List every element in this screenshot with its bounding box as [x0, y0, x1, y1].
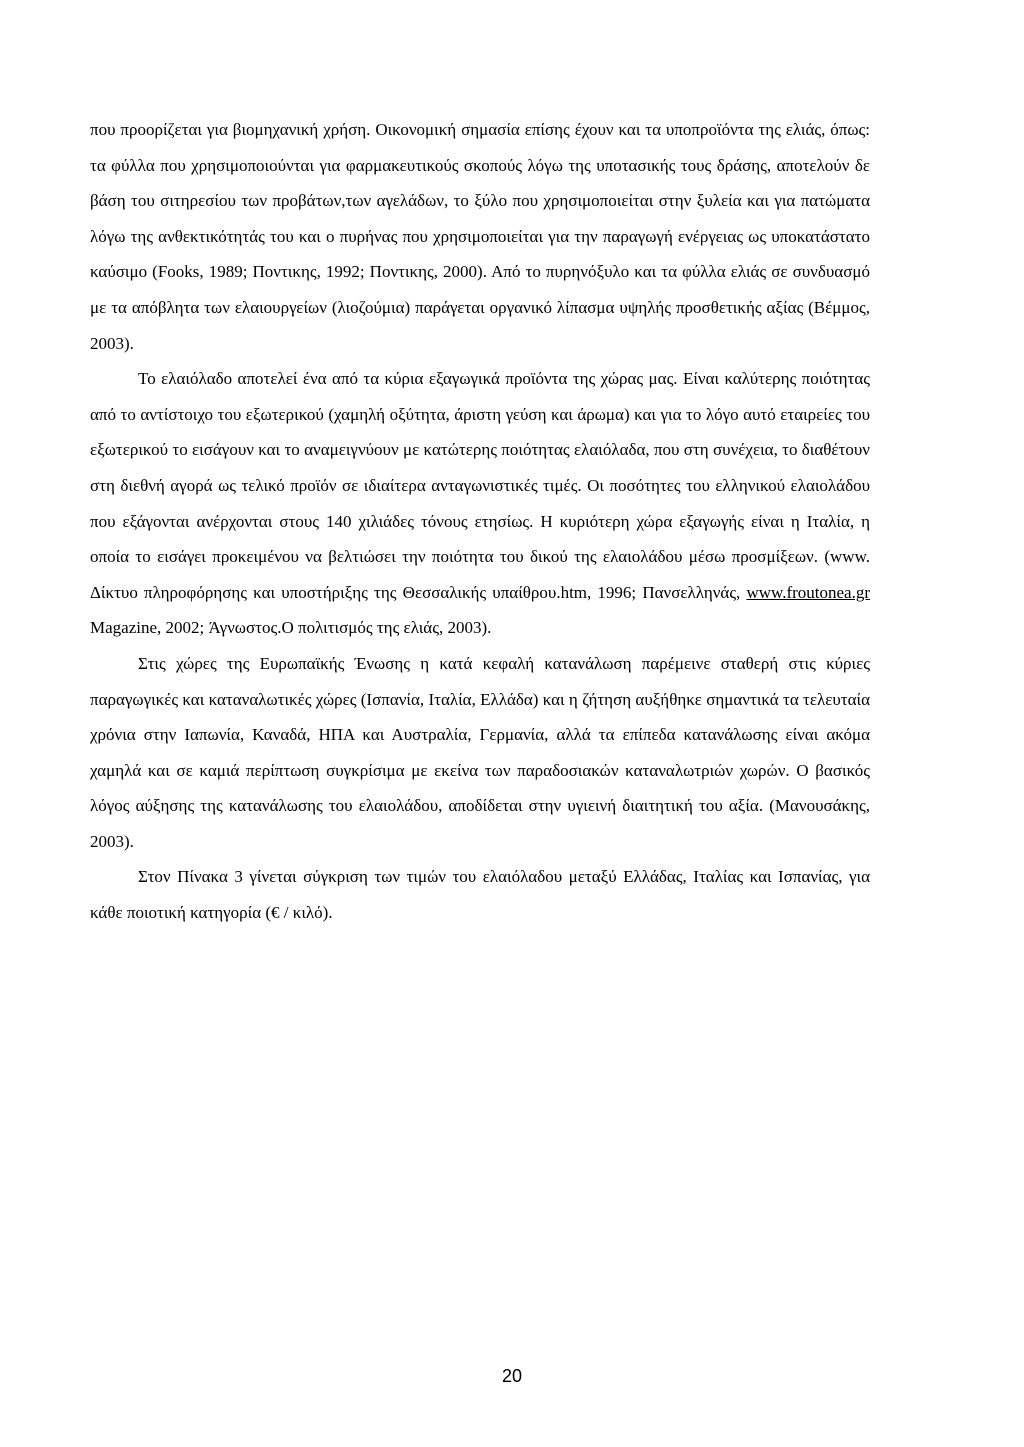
body-text	[90, 112, 870, 931]
paragraph-text: Magazine, 2002; Άγνωστος.Ο πολιτισμός της ελιάς, 2003).	[90, 618, 492, 638]
paragraph-eu-consumption: Στις χώρες της Ευρωπαϊκής Ένωσης η κατά κεφαλή κατανάλωση παρέμεινε σταθερή στις κύριες παραγωγικές και καταναλωτικές χώρες (Ισπανία, Ιταλία, Ελλάδα) και η ζήτηση αυξήθηκε σημαντικά τα τελευταία χρόνια στην Ιαπωνία, Καναδά, ΗΠΑ και Αυστραλία, Γερμανία, αλλά τα επίπεδα κατανάλωσης είναι ακόμα χαμηλά και σε καμιά περίπτωση συγκρίσιμα με εκείνα των παραδοσιακών καταναλωτριών χωρών. Ο βασικός λόγος αύξησης της κατανάλωσης του ελαιολάδου, αποδίδεται στην υγιεινή διαιτητική του αξία. (Μανουσάκης, 2003).	[90, 653, 870, 851]
paragraph-olive-byproducts: που προορίζεται για βιομηχανική χρήση. Οικονομική σημασία επίσης έχουν και τα υποπροϊόντα της ελιάς, όπως: τα φύλλα που χρησιμοποιούνται για φαρμακευτικούς σκοπούς λόγω της υποτασικής τους δράσης, αποτελούν δε βάση του σιτηρεσίου των προβάτων,των αγελάδων, το ξύλο που χρησιμοποιείται στην ξυλεία και για πατώματα λόγω της ανθεκτικότητάς του και ο πυρήνας που χρησιμοποιείται για την παραγωγή ενέργειας ως υποκατάστατο καύσιμο (Fooks, 1989; Ποντικης, 1992; Ποντικης, 2000). Από το πυρηνόξυλο και τα φύλλα ελιάς σε συνδυασμό με τα απόβλητα των ελαιουργείων (λιοζούμια) παράγεται οργανικό λίπασμα υψηλής προσθετικής αξίας (Βέμμος, 2003).	[90, 120, 870, 353]
website-link[interactable]: www.froutonea.gr	[746, 582, 870, 602]
paragraph-text: Το ελαιόλαδο αποτελεί ένα από τα κύρια εξαγωγικά προϊόντα της χώρας μας. Είναι καλύτερης ποιότητας από το αντίστοιχο του εξωτερικού (χαμηλή οξύτητα, άριστη γεύση και άρωμα) και για το λόγο αυτό εταιρείες του εξωτερικού το εισάγουν και το αναμειγνύουν με κατώτερης ποιότητας ελαιόλαδα, που στη συνέχεια, το διαθέτουν στη διεθνή αγορά ως τελικό προϊόν σε ιδιαίτερα ανταγωνιστικές τιμές. Οι ποσότητες του ελληνικού ελαιολάδου που εξάγονται ανέρχονται στους 140 χιλιάδες τόνους ετησίως. Η κυριότερη χώρα εξαγωγής είναι η Ιταλία, η οποία το εισάγει προκειμένου να βελτιώσει την ποιότητα του δικού της ελαιολάδου μέσω προσμίξεων. (www. Δίκτυο πληροφόρησης και υποστήριξης της Θεσσαλικής υπαίθρου.htm, 1996; Πανσελληνάς,	[90, 369, 870, 602]
paragraph-olive-oil-exports	[90, 361, 870, 646]
paragraph-table-reference: Στον Πίνακα 3 γίνεται σύγκριση των τιμών του ελαιόλαδου μεταξύ Ελλάδας, Ιταλίας και Ισπανίας, για κάθε ποιοτική κατηγορία (€ / κιλό).	[90, 867, 870, 923]
page-number: 20	[501, 1366, 523, 1386]
